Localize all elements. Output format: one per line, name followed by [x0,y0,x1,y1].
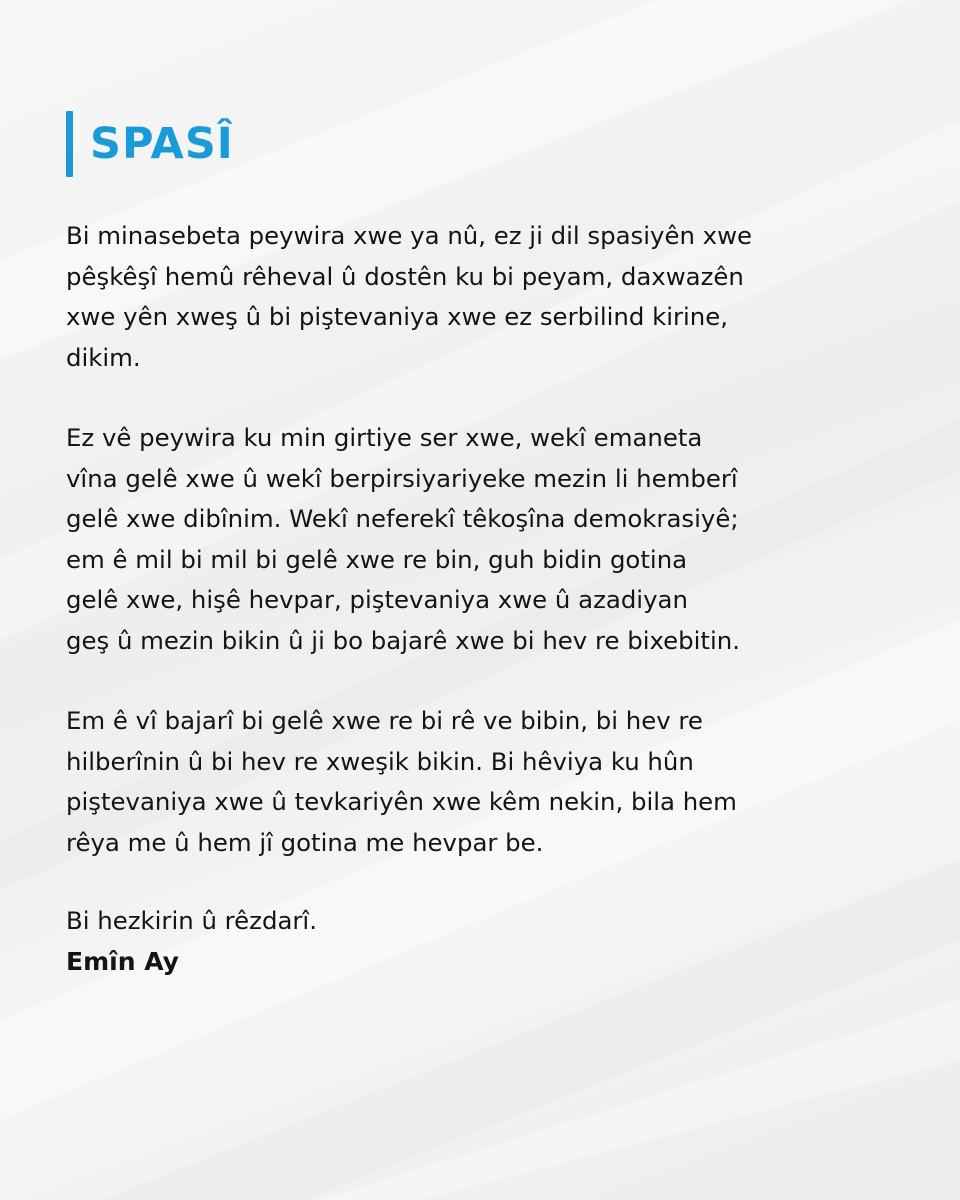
text-line: em ê mil bi mil bi gelê xwe re bin, guh bidin gotina [66,544,688,574]
text-line: gelê xwe dibînim. Wekî neferekî têkoşîna demokrasiyê; [66,504,739,533]
text-line: pêşkêşî hemû rêheval û dostên ku bi peyam, daxwazên [66,261,744,291]
closing-line: Bi hezkirin û rêzdarî. [66,906,317,935]
text-line: xwe yên xweş û bi piştevaniya xwe ez serbilind kirine, [66,302,729,331]
text-line: dikim. [66,342,141,372]
signature-name: Emîn Ay [66,946,179,976]
text-line: gelê xwe, hişê hevpar, piştevaniya xwe û azadiyan [66,585,688,614]
paragraph-3 [66,701,896,863]
text-line: Em ê vî bajarî bi gelê xwe re bi rê ve bibin, bi hev re [66,706,703,735]
paragraph-1 [66,216,896,378]
text-line: hilberînin û bi hev re xweşik bikin. Bi hêviya ku hûn [66,746,694,776]
title-accent-bar [66,111,73,177]
text-line: Bi minasebeta peywira xwe ya nû, ez ji dil spasiyên xwe [66,221,753,250]
text-line: Ez vê peywira ku min girtiye ser xwe, wekî emaneta [66,423,703,452]
letter-body [66,216,926,863]
text-line: geş û mezin bikin û ji bo bajarê xwe bi hev re bixebitin. [66,625,740,655]
text-line: vîna gelê xwe û wekî berpirsiyariyeke mezin li hemberî [66,463,738,493]
letter-card [66,108,926,982]
page-title: SPASÎ [90,118,234,169]
text-line: rêya me û hem jî gotina me hevpar be. [66,827,544,857]
paragraph-2 [66,418,896,661]
heading [66,108,926,180]
text-line: piştevaniya xwe û tevkariyên xwe kêm nekin, bila hem [66,787,737,816]
